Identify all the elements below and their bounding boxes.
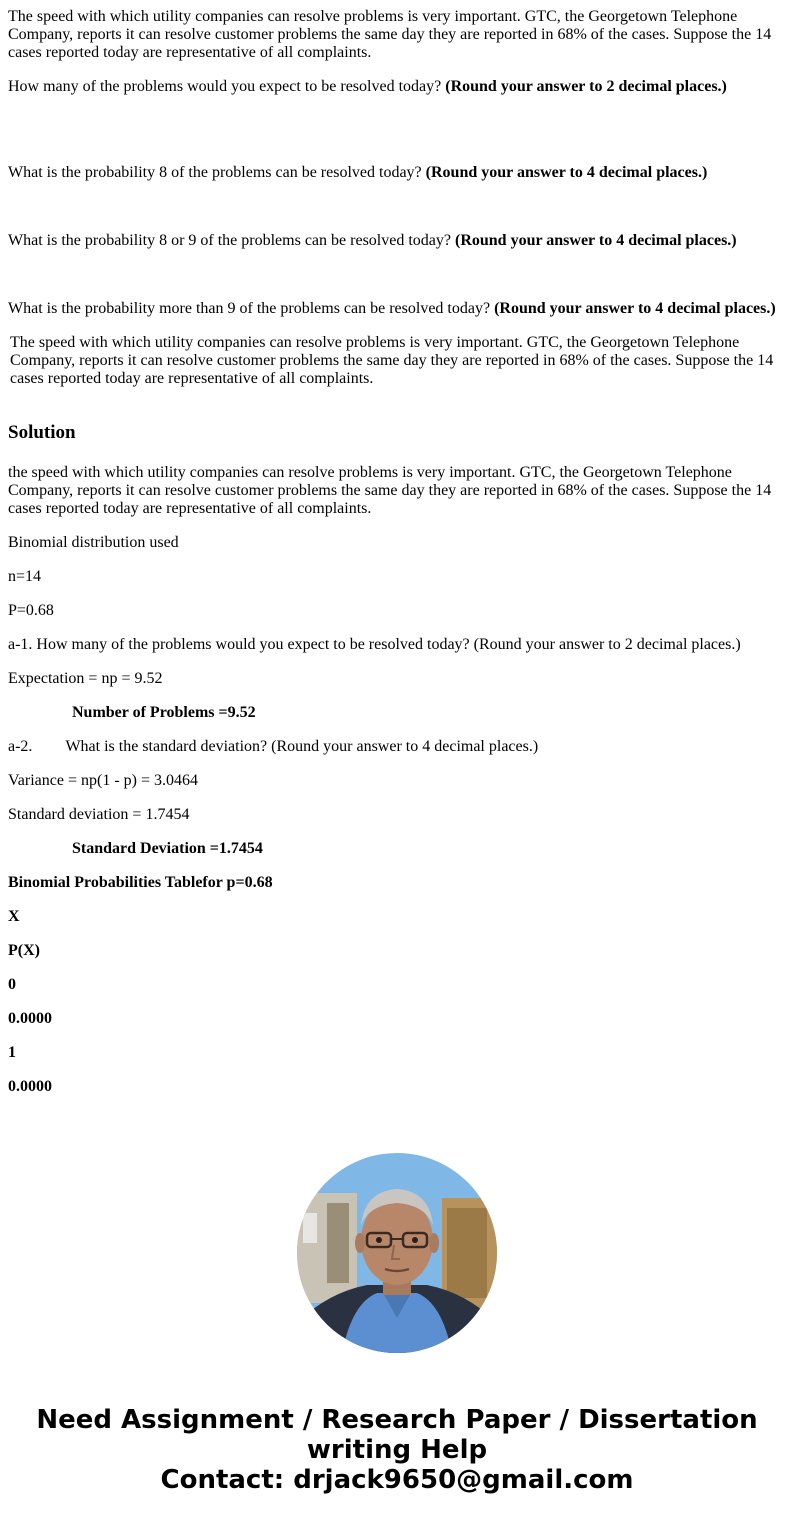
header-x-text: X — [8, 908, 20, 925]
answer-space — [8, 266, 786, 300]
author-photo — [297, 1153, 497, 1353]
solution-a2-question — [8, 738, 786, 756]
solution-variance: Variance = np(1 - p) = 3.0464 — [8, 772, 198, 789]
question-2-note: (Round your answer to 4 decimal places.) — [425, 164, 708, 181]
solution-a2-answer — [8, 840, 786, 858]
solution-sd: Standard deviation = 1.7454 — [8, 806, 190, 823]
solution-intro: the speed with which utility companies can resolve problems is very important. GTC, the Georgetown Telephone Company, reports it can resolve customer problems the same day they are reported in 68% of the cases. Suppose the 14 cases reported today are representative of all complaints. — [8, 464, 772, 517]
solution-a1-question: a-1. How many of the problems would you expect to be resolved today? (Round your answer to 2 decimal places.) — [8, 636, 741, 653]
promo-line-1: Need Assignment / Research Paper / Dissertation — [36, 1405, 758, 1435]
a2-label: a-2. — [8, 738, 33, 755]
table-row-px — [8, 1010, 786, 1028]
promo-banner — [0, 1405, 794, 1495]
promo-contact: Contact: drjack9650@gmail.com — [160, 1465, 634, 1495]
question-1-note: (Round your answer to 2 decimal places.) — [445, 78, 727, 95]
row-0-x: 0 — [8, 976, 16, 993]
row-0-px: 0.0000 — [8, 1010, 52, 1027]
question-repeat-box — [10, 334, 784, 388]
table-title — [8, 874, 786, 892]
table-title-text: Binomial Probabilities Tablefor p=0.68 — [8, 874, 273, 891]
answer-space — [8, 198, 786, 232]
solution-p: P=0.68 — [8, 602, 54, 619]
question-2 — [8, 164, 786, 182]
table-header-x — [8, 908, 786, 926]
row-1-px: 0.0000 — [8, 1078, 52, 1095]
question-intro: The speed with which utility companies can resolve problems is very important. GTC, the Georgetown Telephone Company, reports it can resolve customer problems the same day they are reported in 68% of the cases. Suppose the 14 cases reported today are representative of all complaints. — [8, 8, 772, 61]
a2-question-text: What is the standard deviation? (Round your answer to 4 decimal places.) — [65, 738, 539, 755]
table-header-px — [8, 942, 786, 960]
a2-answer-text: Standard Deviation =1.7454 — [72, 840, 263, 857]
question-3 — [8, 232, 786, 250]
solution-method: Binomial distribution used — [8, 534, 179, 551]
solution-heading: Solution — [8, 422, 76, 443]
document-body — [8, 8, 786, 1112]
a1-answer-text: Number of Problems =9.52 — [72, 704, 256, 721]
solution-n: n=14 — [8, 568, 42, 585]
question-repeat: The speed with which utility companies can resolve problems is very important. GTC, the Georgetown Telephone Company, reports it can resolve customer problems the same day they are reported in 68% of the cases. Suppose the 14 cases reported today are representative of all complaints. — [10, 334, 774, 387]
table-row-x — [8, 1044, 786, 1062]
question-4 — [8, 300, 786, 318]
question-3-text: What is the probability 8 or 9 of the problems can be resolved today? — [8, 232, 455, 249]
header-px-text: P(X) — [8, 942, 40, 959]
question-3-note: (Round your answer to 4 decimal places.) — [454, 232, 737, 249]
question-1-text: How many of the problems would you expect to be resolved today? — [8, 78, 446, 95]
row-1-x: 1 — [8, 1044, 16, 1061]
table-row-px — [8, 1078, 786, 1096]
question-1 — [8, 78, 786, 96]
solution-a1-answer — [8, 704, 786, 722]
solution-expectation: Expectation = np = 9.52 — [8, 670, 163, 687]
answer-space — [8, 112, 786, 164]
table-row-x — [8, 976, 786, 994]
promo-line-2: writing Help — [306, 1435, 488, 1465]
question-4-text: What is the probability more than 9 of the problems can be resolved today? — [8, 300, 495, 317]
author-portrait-image — [297, 1153, 497, 1353]
question-2-text: What is the probability 8 of the problems can be resolved today? — [8, 164, 426, 181]
question-4-note: (Round your answer to 4 decimal places.) — [494, 300, 776, 317]
